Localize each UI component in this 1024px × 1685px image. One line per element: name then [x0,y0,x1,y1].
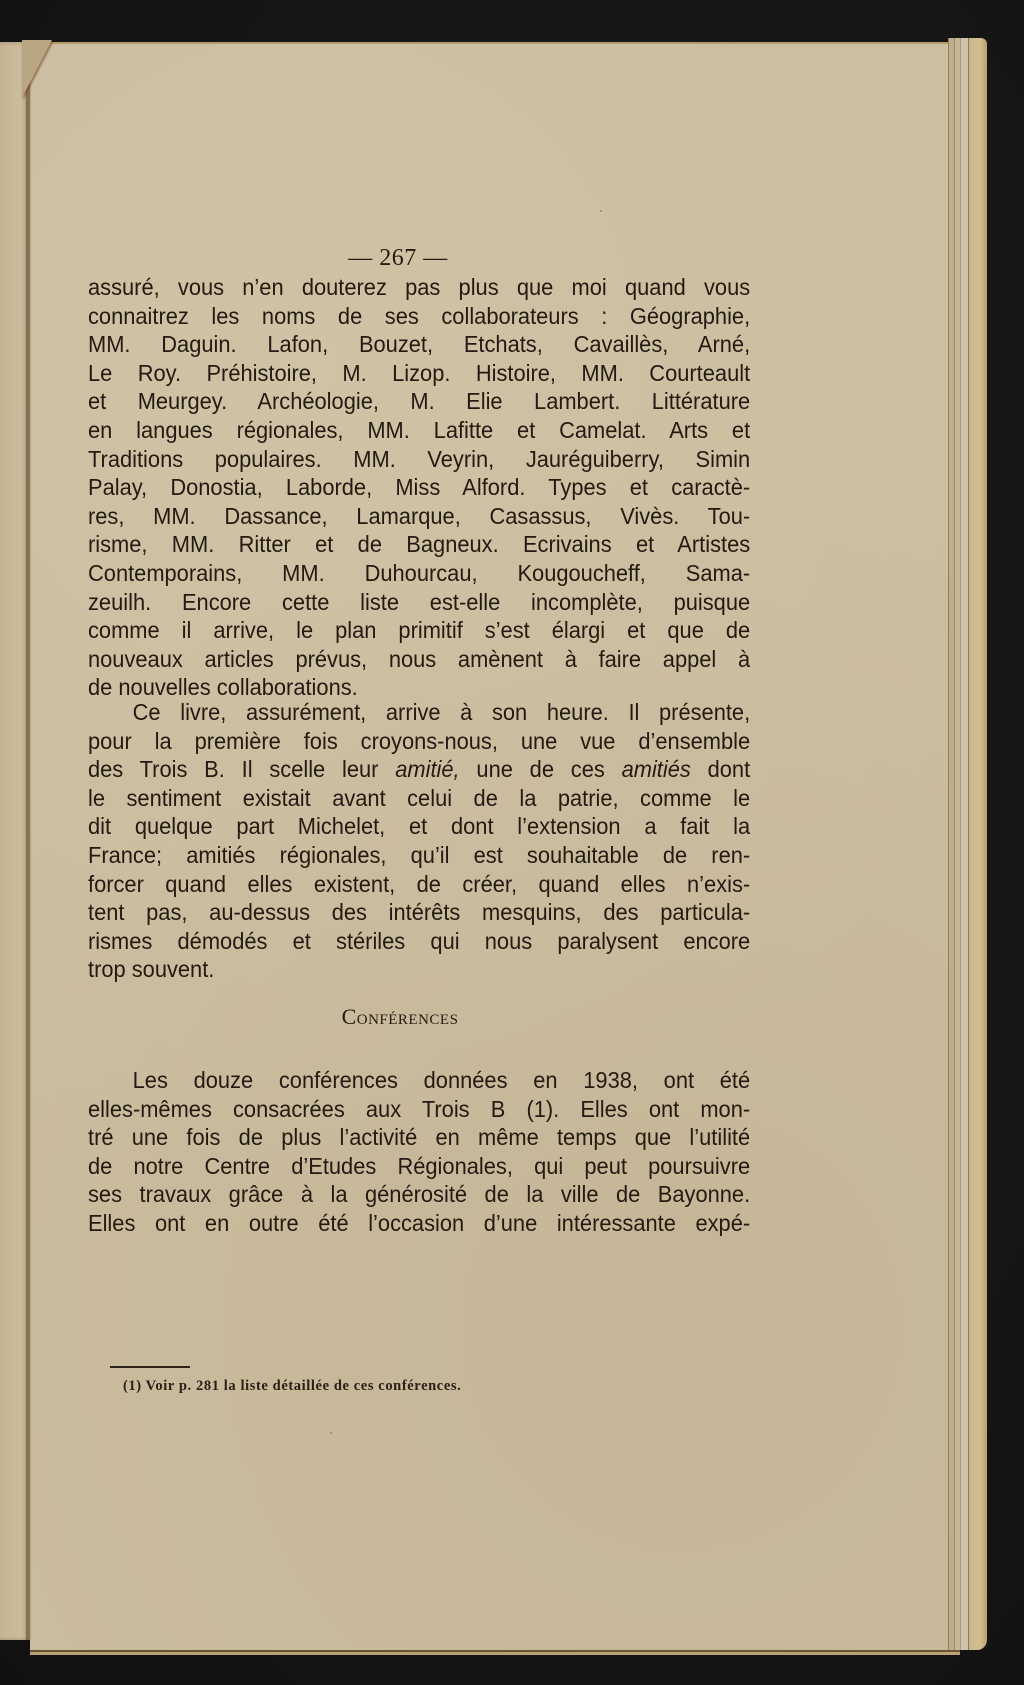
text-line: Traditions populaires. MM. Veyrin, Jauréguiberry, Simin [88,445,751,472]
text-line: Les douze conférences données en 1938, ont été [132,1067,751,1093]
text-run: dont [690,756,751,783]
text-line: MM. Daguin. Lafon, Bouzet, Etchats, Cavaillès, Arné, [88,331,751,358]
text-run: des Trois B. Il scelle leur [88,756,396,783]
text-line: zeuilh. Encore cette liste est-elle incomplète, puisque [88,588,751,615]
text-line: forcer quand elles existent, de créer, quand elles n’exis- [88,870,751,897]
text-line: comme il arrive, le plan primitif s’est élargi et que de [88,617,751,644]
text-run: une de ces [459,756,622,783]
text-line: France; amitiés régionales, qu’il est souhaitable de ren- [88,841,751,868]
text-line: et Meurgey. Archéologie, M. Elie Lambert. Littérature [88,388,751,415]
paragraph-livre [88,698,750,984]
text-line: de nouvelles collaborations. [88,674,358,701]
section-heading: Conférences [341,1004,459,1029]
text-line: de notre Centre d’Etudes Régionales, qui peut poursuivre [88,1152,751,1179]
text-line: nouveaux articles prévus, nous amènent à faire appel à [88,645,751,672]
text-line: tré une fois de plus l’activité en même temps que l’utilité [88,1124,751,1151]
text-line: en langues régionales, MM. Lafitte et Camelat. Arts et [88,416,751,443]
text-line: Ce livre, assurément, arrive à son heure. Il présente, [132,699,751,725]
text-line: rismes démodés et stériles qui nous paralysent encore [88,927,751,954]
text-line: pour la première fois croyons-nous, une vue d’ensemble [88,727,751,754]
paper-speck [330,1432,332,1434]
footnote-separator [110,1366,190,1368]
text-line: ses travaux grâce à la générosité de la ville de Bayonne. [88,1181,751,1208]
text-line: Contemporains, MM. Duhourcau, Kougoucheff, Sama- [88,559,751,586]
footnote: (1) Voir p. 281 la liste détaillée de ces conférences. [123,1378,462,1394]
text-line: le sentiment existait avant celui de la patrie, comme le [88,784,751,811]
text-line: assuré, vous n’en douterez pas plus que moi quand vous [88,274,751,300]
text-line: dit quelque part Michelet, et dont l’extension a fait la [88,813,751,840]
text-line: Palay, Donostia, Laborde, Miss Alford. Types et caractè- [88,474,751,501]
text-line: connaitrez les noms de ses collaborateurs : Géographie, [88,302,751,329]
text-line-with-emphasis [88,755,750,784]
paper-speck [600,210,602,212]
page-number: — 267 — [348,245,448,271]
text-line: trop souvent. [88,956,215,983]
text-line: risme, MM. Ritter et de Bagneux. Ecrivains et Artistes [88,531,751,558]
text-line: tent pas, au-dessus des intérêts mesquins, des particula- [88,899,751,926]
text-line: Elles ont en outre été l’occasion d’une intéressante expé- [88,1209,751,1236]
paragraph-conferences [88,1066,750,1238]
text-line: Le Roy. Préhistoire, M. Lizop. Histoire, MM. Courteault [88,359,751,386]
paragraph-collaborators [88,273,750,702]
text-line: res, MM. Dassance, Lamarque, Casassus, Vivès. Tou- [88,502,751,529]
emphasis-amitie: amitié, [395,756,460,783]
text-line: elles-mêmes consacrées aux Trois B (1). Elles ont mon- [88,1095,751,1122]
emphasis-amities: amitiés [621,756,691,783]
